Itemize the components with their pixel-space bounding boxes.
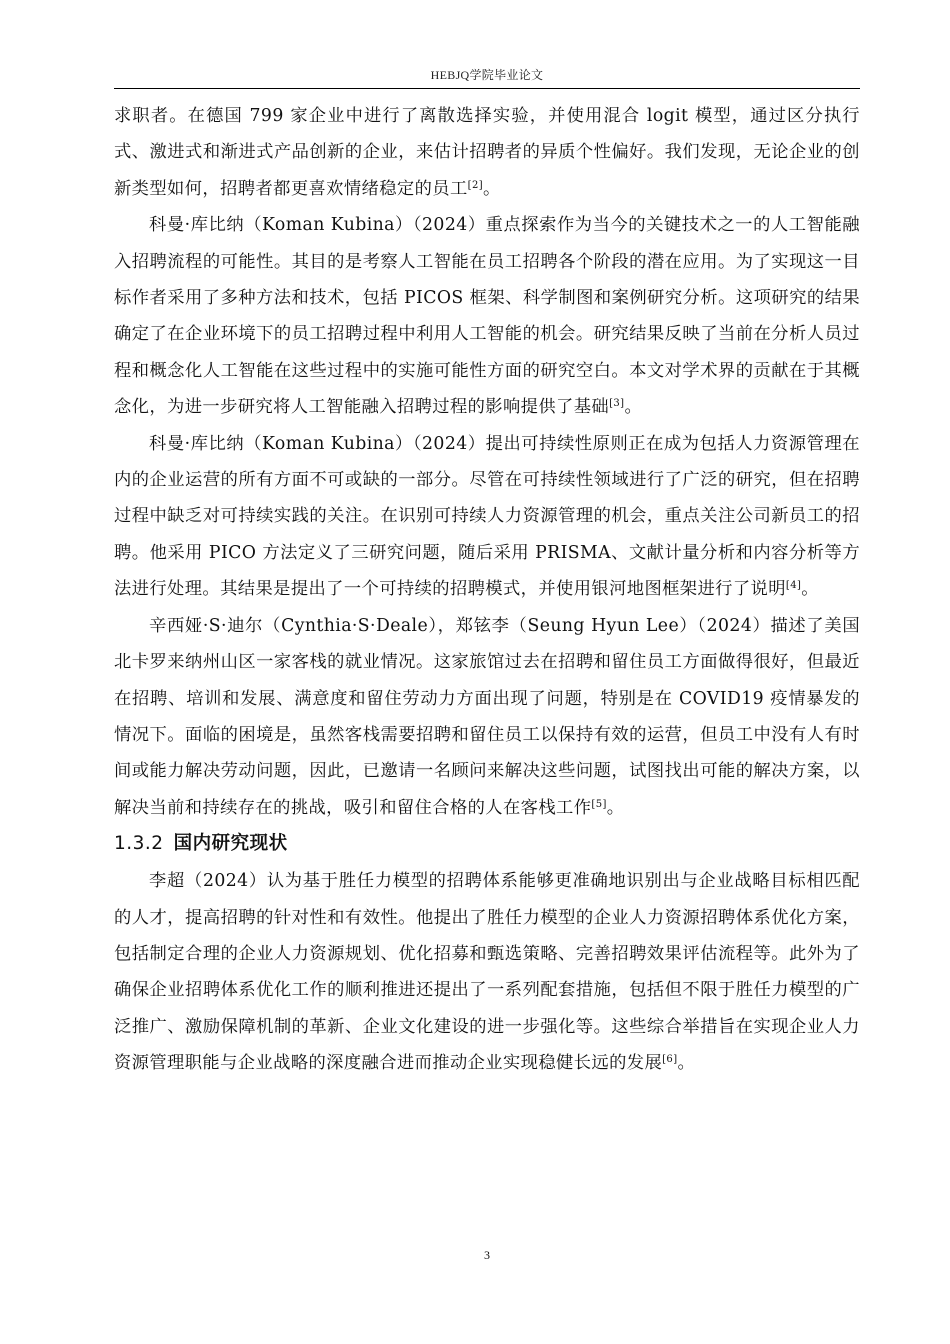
paragraph-end: 。 [624,397,643,418]
document-body [114,98,860,1082]
citation-ref: [6] [662,1054,678,1066]
paragraph-deale-lee [114,608,860,826]
section-number: 1.3.2 [114,833,164,855]
paragraph-text: 李超（2024）认为基于胜任力模型的招聘体系能够更准确地识别出与企业战略目标相匹配的人才，提高招聘的针对性和有效性。他提出了胜任力模型的企业人力资源招聘体系优化方案，包括制定合理的企业人力资源规划、优化招募和甄选策略、完善招聘效果评估流程等。此外为了确保企业招聘体系优化工作的顺利推进还提出了一系列配套措施，包括但不限于胜任力模型的广泛推广、激励保障机制的革新、企业文化建设的进一步强化等。这些综合举措旨在实现企业人力资源管理职能与企业战略的深度融合进而推动企业实现稳健长远的发展 [114,871,860,1074]
paragraph-end: 。 [606,797,625,818]
page-number: 3 [484,1248,490,1262]
paragraph-text: 科曼·库比纳（Koman Kubina）（2024）重点探索作为当今的关键技术之一的人工智能融入招聘流程的可能性。其目的是考察人工智能在员工招聘各个阶段的潜在应用。为了实现这一目标作者采用了多种方法和技术，包括 PICOS 框架、科学制图和案例研究分析。这项研究的结果确定了在企业环境下的员工招聘过程中利用人工智能的机会。研究结果反映了当前在分析人员过程和概念化人工智能在这些过程中的实施可能性方面的研究空白。本文对学术界的贡献在于其概念化，为进一步研究将人工智能融入招聘过程的影响提供了基础 [114,215,860,418]
paragraph-end: 。 [483,178,501,199]
paragraph-end: 。 [801,579,819,600]
paragraph-end: 。 [677,1053,696,1074]
paragraph-kubina-ai [114,207,860,425]
running-header: HEBJQ学院毕业论文 [430,68,544,82]
citation-ref: [3] [609,398,625,410]
paragraph-li-chao [114,863,860,1081]
citation-ref: [4] [785,580,802,592]
section-title: 国内研究现状 [173,833,288,855]
paragraph-text: 求职者。在德国 799 家企业中进行了离散选择实验，并使用混合 logit 模型，通过区分执行式、激进式和渐进式产品创新的企业，来估计招聘者的异质个性偏好。我们发现，无论企业的创新类型如何，招聘者都更喜欢情绪稳定的员工 [114,106,860,199]
citation-ref: [5] [591,798,607,810]
paragraph-continuation [114,98,860,207]
header-rule [114,88,860,89]
paragraph-text: 科曼·库比纳（Koman Kubina）（2024）提出可持续性原则正在成为包括人力资源管理在内的企业运营的所有方面不可或缺的一部分。尽管在可持续性领域进行了广泛的研究，但在招聘过程中缺乏对可持续实践的关注。在识别可持续人力资源管理的机会，重点关注公司新员工的招聘。他采用 PICO 方法定义了三研究问题，随后采用 PRISMA、文献计量分析和内容分析等方法进行处理。其结果是提出了一个可持续的招聘模式，并使用银河地图框架进行了说明 [114,433,860,600]
paragraph-kubina-sustainability [114,426,860,608]
citation-ref: [2] [467,179,484,191]
section-heading [114,826,860,863]
paragraph-text: 辛西娅·S·迪尔（Cynthia·S·Deale），郑铉李（Seung Hyun Lee）（2024）描述了美国北卡罗来纳州山区一家客栈的就业情况。这家旅馆过去在招聘和留住员工方面做得很好，但最近在招聘、培训和发展、满意度和留住劳动力方面出现了问题，特别是在 COVID19 疫情暴发的情况下。面临的困境是，虽然客栈需要招聘和留住员工以保持有效的运营，但员工中没有人有时间或能力解决劳动问题，因此，已邀请一名顾问来解决这些问题，试图找出可能的解决方案，以解决当前和持续存在的挑战，吸引和留住合格的人在客栈工作 [114,615,860,818]
